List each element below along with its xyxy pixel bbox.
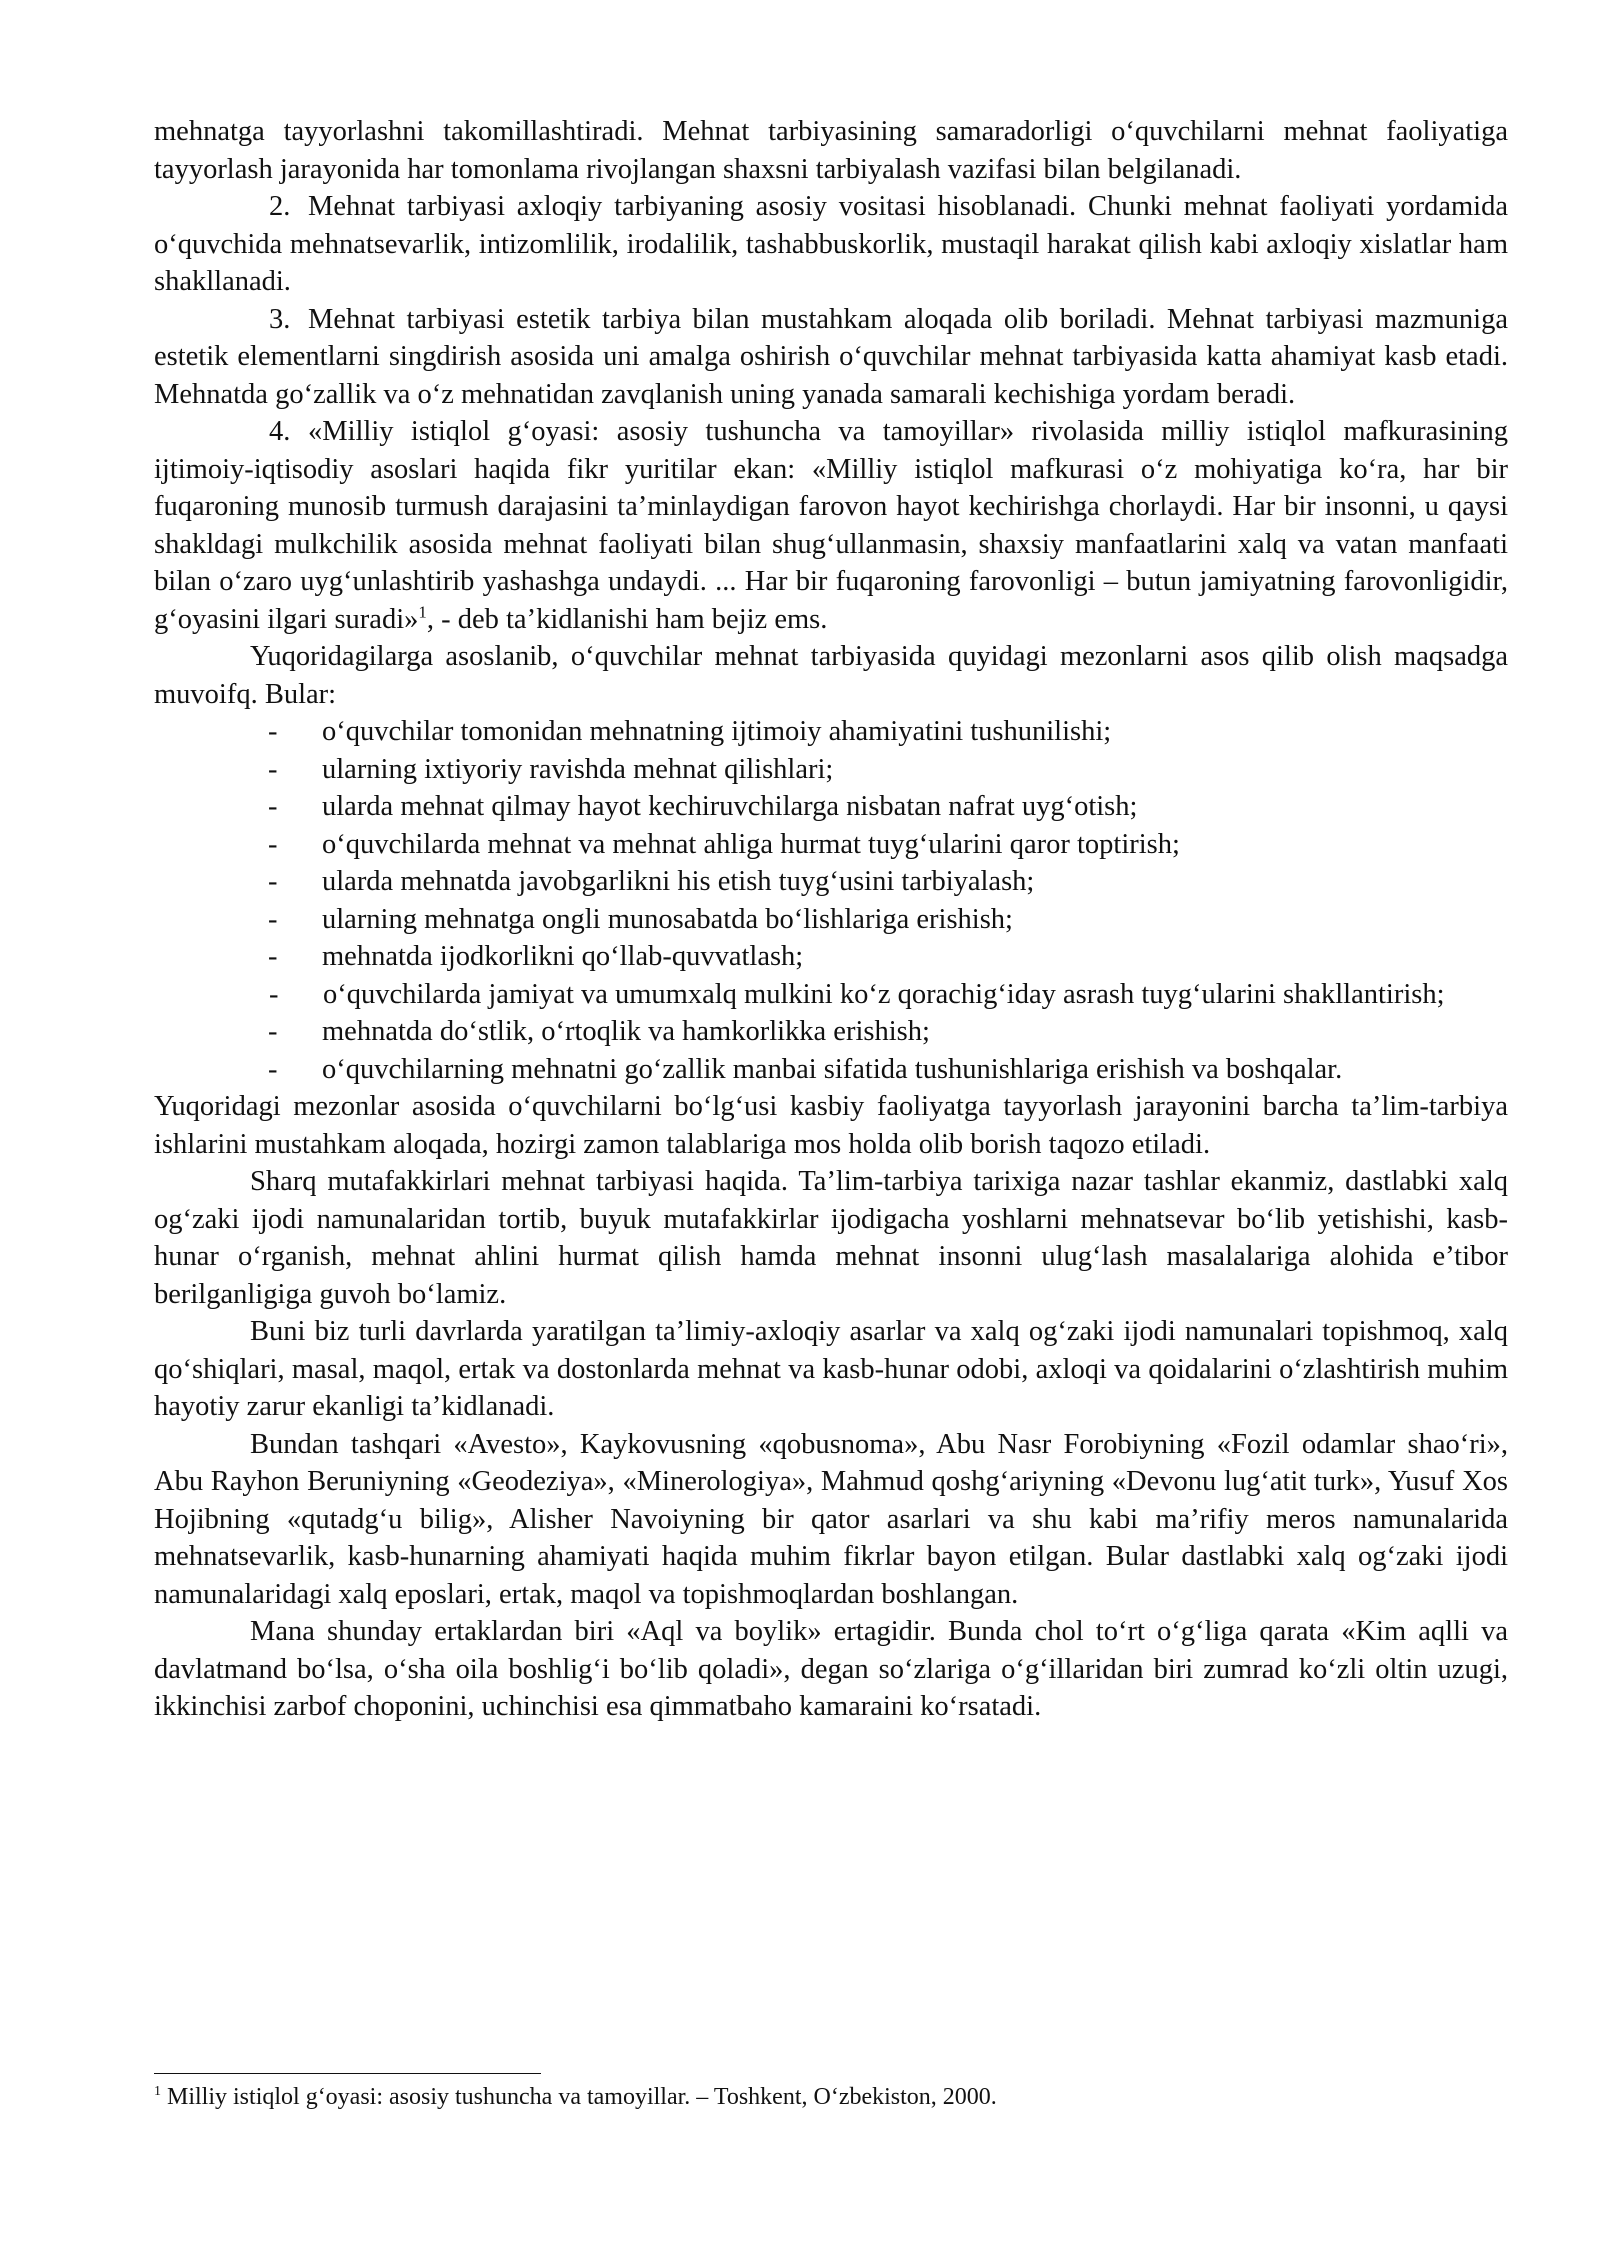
list-item: - ularda mehnat qilmay hayot kechiruvchilarga nisbatan nafrat uyg‘otish; (154, 788, 1508, 826)
numbered-paragraph-3 (154, 301, 1508, 414)
list-item: - ularning mehnatga ongli munosabatda bo‘lishlariga erishish; (154, 901, 1508, 939)
list-item: - o‘quvchilarda mehnat va mehnat ahliga hurmat tuyg‘ularini qaror toptirish; (154, 826, 1508, 864)
footnote-text: Milliy istiqlol g‘oyasi: asosiy tushuncha va tamoyillar. – Toshkent, O‘zbekiston, 2000. (167, 2084, 997, 2110)
list-item: - mehnatda do‘stlik, o‘rtoqlik va hamkorlikka erishish; (154, 1013, 1508, 1051)
paragraph-buni: Buni biz turli davrlarda yaratilgan ta’limiy-axloqiy asarlar va xalq og‘zaki ijodi namunalari topishmoq, xalq qo‘shiqlari, masal, maqol, ertak va dostonlarda mehnat va kasb-hunar odobi, axloqi va qoidalarini o‘zlashtirish muhim hayotiy zarur ekanligi ta’kidlanadi. (154, 1316, 1508, 1422)
item-number: 3. (269, 303, 291, 335)
dash-bullet: - (268, 716, 278, 747)
item-text: Mehnat tarbiyasi axloqiy tarbiyaning asosiy vositasi hisoblanadi. Chunki mehnat faoliyati yordamida o‘quvchida mehnatsevarlik, intizomlilik, irodalilik, tashabbuskorlik, mustaqil harakat qilish kabi axloqiy xislatlar ham shakllanadi. (154, 191, 1508, 297)
paragraph-intro-continuation: mehnatga tayyorlashni takomillashtiradi. Mehnat tarbiyasining samaradorligi o‘quvchilarni mehnat faoliyatiga tayyorlash jarayonida har tomonlama rivojlangan shaxsni tarbiyalash vazifasi bilan belgilanadi. (154, 116, 1508, 185)
list-item: - ularda mehnatda javobgarlikni his etish tuyg‘usini tarbiyalash; (154, 863, 1508, 901)
criteria-list (154, 713, 1508, 1088)
dash-bullet: - (268, 828, 278, 860)
dash-bullet: - (269, 978, 279, 1010)
paragraph-mana: Mana shunday ertaklardan biri «Aql va boylik» ertagidir. Bunda chol to‘rt o‘g‘liga qarata «Kim aqlli va davlatmand bo‘lsa, o‘sha oila boshlig‘i bo‘lib qoladi», degan so‘zlariga o‘g‘illaridan biri zumrad ko‘zli oltin uzugi, ikkinchisi zarbof choponini, uchinchisi esa qimmatbaho kamaraini ko‘rsatadi. (154, 1616, 1508, 1722)
footnote-reference[interactable]: 1 (418, 602, 427, 621)
footnote-separator (154, 2073, 541, 2074)
dash-bullet: - (268, 1053, 278, 1085)
item-text: «Milliy istiqlol g‘oyasi: asosiy tushuncha va tamoyillar» rivolasida milliy istiqlol mafkurasining ijtimoiy-iqtisodiy asoslari haqida fikr yuritilar ekan: «Milliy istiqlol mafkurasi o‘z mohiyatiga ko‘ra, har bir fuqaroning munosib turmush darajasini ta’minlaydigan farovon hayot kechirishga chorlaydi. Har bir insonni, u qaysi shakldagi mulkchilik asosida mehnat faoliyati bilan shug‘ullanmasin, shaxsiy manfaatlarini xalq va vatan manfaati bilan o‘zaro uyg‘unlashtirib yashashga undaydi. ... Har bir fuqaroning farovonligi – butun jamiyatning farovonligidir, g‘oyasini ilgari suradi» (154, 416, 1508, 635)
paragraph-after-list: Yuqoridagi mezonlar asosida o‘quvchilarni bo‘lg‘usi kasbiy faoliyatga tayyorlash jarayonini barcha ta’lim-tarbiya ishlarini mustahkam aloqada, hozirgi zamon talablariga mos holda olib borish taqozo etiladi. (154, 1091, 1508, 1160)
paragraph-sharq: Sharq mutafakkirlari mehnat tarbiyasi haqida. Ta’lim-tarbiya tarixiga nazar tashlar ekanmiz, dastlabki xalq og‘zaki ijodi namunalaridan tortib, buyuk mutafakkirlar ijodigacha yoshlarni mehnatsevar bo‘lib yetishishi, kasb-hunar o‘rganish, mehnat ahlini hurmat qilish hamda mehnat insonni ulug‘lash masalalariga alohida e’tibor berilganligiga guvoh bo‘lamiz. (154, 1166, 1508, 1310)
list-item: - ularning ixtiyoriy ravishda mehnat qilishlari; (154, 751, 1508, 789)
list-item: - o‘quvchilarda jamiyat va umumxalq mulkini ko‘z qorachig‘iday asrash tuyg‘ularini shakllantirish; (154, 976, 1508, 1014)
paragraph-criteria-intro: Yuqoridagilarga asoslanib, o‘quvchilar mehnat tarbiyasida quyidagi mezonlarni asos qilib olish maqsadga muvoifq. Bular: (154, 641, 1508, 710)
list-item: - o‘quvchilarning mehnatni go‘zallik manbai sifatida tushunishlariga erishish va boshqalar. (154, 1051, 1508, 1089)
numbered-paragraph-2 (154, 188, 1508, 301)
document-body (154, 113, 1508, 1726)
dash-bullet: - (268, 941, 278, 972)
footnote (154, 2081, 1508, 2113)
dash-bullet: - (268, 903, 278, 935)
dash-bullet: - (268, 753, 278, 785)
numbered-paragraph-4 (154, 413, 1508, 638)
dash-bullet: - (268, 1016, 278, 1047)
footnote-mark: 1 (154, 2084, 161, 2099)
list-item: - mehnatda ijodkorlikni qo‘llab-quvvatlash; (154, 938, 1508, 976)
item-number: 2. (269, 191, 291, 222)
dash-bullet: - (268, 791, 278, 822)
item-number: 4. (269, 416, 291, 447)
dash-bullet: - (268, 866, 278, 897)
list-item: - o‘quvchilar tomonidan mehnatning ijtimoiy ahamiyatini tushunilishi; (154, 713, 1508, 751)
item-text-tail: , - deb ta’kidlanishi ham bejiz ems. (426, 603, 828, 635)
paragraph-bundan: Bundan tashqari «Avesto», Kaykovusning «qobusnoma», Abu Nasr Forobiyning «Fozil odamlar shao‘ri», Abu Rayhon Beruniyning «Geodeziya», «Minerologiya», Mahmud qoshg‘ariyning «Devonu lug‘atit turk», Yusuf Xos Hojibning «qutadg‘u bilig», Alisher Navoiyning bir qator asarlari va shu kabi ma’rifiy meros namunalarida mehnatsevarlik, kasb-hunarning ahamiyati haqida muhim fikrlar bayon etilgan. Bular dastlabki xalq og‘zaki ijodi namunalaridagi xalq eposlari, ertak, maqol va topishmoqlardan boshlangan. (154, 1428, 1508, 1610)
item-text: Mehnat tarbiyasi estetik tarbiya bilan mustahkam aloqada olib boriladi. Mehnat tarbiyasi mazmuniga estetik elementlarni singdirish asosida uni amalga oshirish o‘quvchilar mehnat tarbiyasida katta ahamiyat kasb etadi. Mehnatda go‘zallik va o‘z mehnatidan zavqlanish uning yanada samarali kechishiga yordam beradi. (154, 303, 1508, 410)
